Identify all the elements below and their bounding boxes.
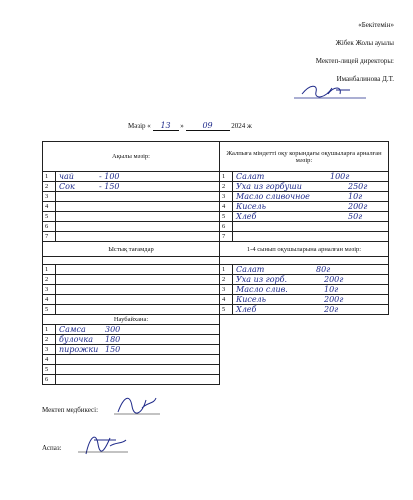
row-number: 5 (43, 212, 56, 221)
bakery-item: пирожки (59, 345, 99, 354)
date-year: 2024 ж (231, 122, 252, 130)
free-item: Салат (236, 172, 265, 181)
paid-qty: - 100 (99, 172, 120, 181)
free-item: Масло сливочное (236, 192, 310, 201)
hot-meals-title: Ыстық тағамдар (43, 242, 220, 257)
row-number: 4 (43, 295, 56, 304)
grade14-item: Масло слив. (236, 285, 288, 294)
row-number: 7 (43, 232, 56, 241)
paid-qty: - 150 (99, 182, 120, 191)
bakery-qty: 300 (105, 325, 121, 334)
paid-item: Сок (59, 182, 75, 191)
free-item: Хлеб (236, 212, 257, 221)
date-day: 13 (153, 121, 179, 131)
row-number: 5 (43, 365, 56, 374)
row-number: 5 (220, 305, 233, 314)
school-name: Жібек Жолы ауылы (335, 39, 394, 47)
paid-item: чай (59, 172, 74, 181)
row-number: 2 (220, 275, 233, 284)
row-number: 3 (220, 192, 233, 201)
grade14-qty: 80г (316, 265, 331, 274)
grade14-item: Хлеб (236, 305, 257, 314)
bakery-qty: 150 (105, 345, 121, 354)
menu-table (42, 141, 389, 385)
row-number: 2 (220, 182, 233, 191)
row-number: 2 (43, 275, 56, 284)
free-qty: 50г (348, 212, 363, 221)
row-number: 5 (43, 305, 56, 314)
row-number: 3 (43, 192, 56, 201)
grade14-qty: 20г (324, 305, 339, 314)
row-number: 7 (220, 232, 233, 241)
free-qty: 200г (348, 202, 368, 211)
grade14-qty: 10г (324, 285, 339, 294)
row-number: 2 (43, 335, 56, 344)
row-number: 3 (43, 345, 56, 354)
nurse-signature (112, 392, 162, 418)
menu-date (128, 121, 252, 131)
row-number: 1 (43, 325, 56, 334)
bakery-title: Наубайхана: (43, 315, 220, 325)
row-number: 1 (220, 265, 233, 274)
cook-label: Аспаз: (42, 444, 62, 452)
row-number: 3 (43, 285, 56, 294)
grade14-qty: 200г (324, 275, 344, 284)
director-position: Мектеп-лицей директоры: (315, 57, 394, 65)
free-item: Уха из горбуши (236, 182, 302, 191)
row-number: 4 (220, 295, 233, 304)
row-number: 1 (43, 172, 56, 181)
row-number: 5 (220, 212, 233, 221)
bakery-item: Самса (59, 325, 86, 334)
row-number: 1 (43, 265, 56, 274)
bakery-item: булочка (59, 335, 93, 344)
free-qty: 100г (330, 172, 350, 181)
date-label: Мәзір « (128, 122, 151, 130)
director-name: Иманбалинова Д.Т. (336, 75, 394, 83)
date-mid: » (180, 122, 184, 130)
row-number: 4 (220, 202, 233, 211)
grade14-qty: 200г (324, 295, 344, 304)
free-qty: 250г (348, 182, 368, 191)
row-number: 1 (220, 172, 233, 181)
row-number: 2 (43, 182, 56, 191)
row-number: 6 (220, 222, 233, 231)
free-item: Кисель (236, 202, 267, 211)
row-number: 4 (43, 355, 56, 364)
director-signature (290, 80, 370, 102)
row-number: 6 (43, 375, 56, 384)
grade14-item: Салат (236, 265, 265, 274)
row-number: 3 (220, 285, 233, 294)
row-number: 6 (43, 222, 56, 231)
bakery-qty: 180 (105, 335, 121, 344)
grade14-item: Уха из горб. (236, 275, 288, 284)
nurse-label: Мектеп медбикесі: (42, 406, 99, 414)
approval-title: «Бекітемін» (358, 21, 394, 29)
date-month: 09 (186, 121, 230, 131)
grade14-item: Кисель (236, 295, 267, 304)
free-menu-title: Жалпыға міндетті оқу корындағы оқушыларға арналған мәзір: (220, 142, 389, 172)
grade14-menu-title: 1-4 сынып оқушыларына арналған мәзір: (220, 242, 389, 257)
cook-signature (76, 428, 130, 458)
free-qty: 10г (348, 192, 363, 201)
paid-menu-title: Ақылы мәзір: (43, 142, 220, 172)
row-number: 4 (43, 202, 56, 211)
